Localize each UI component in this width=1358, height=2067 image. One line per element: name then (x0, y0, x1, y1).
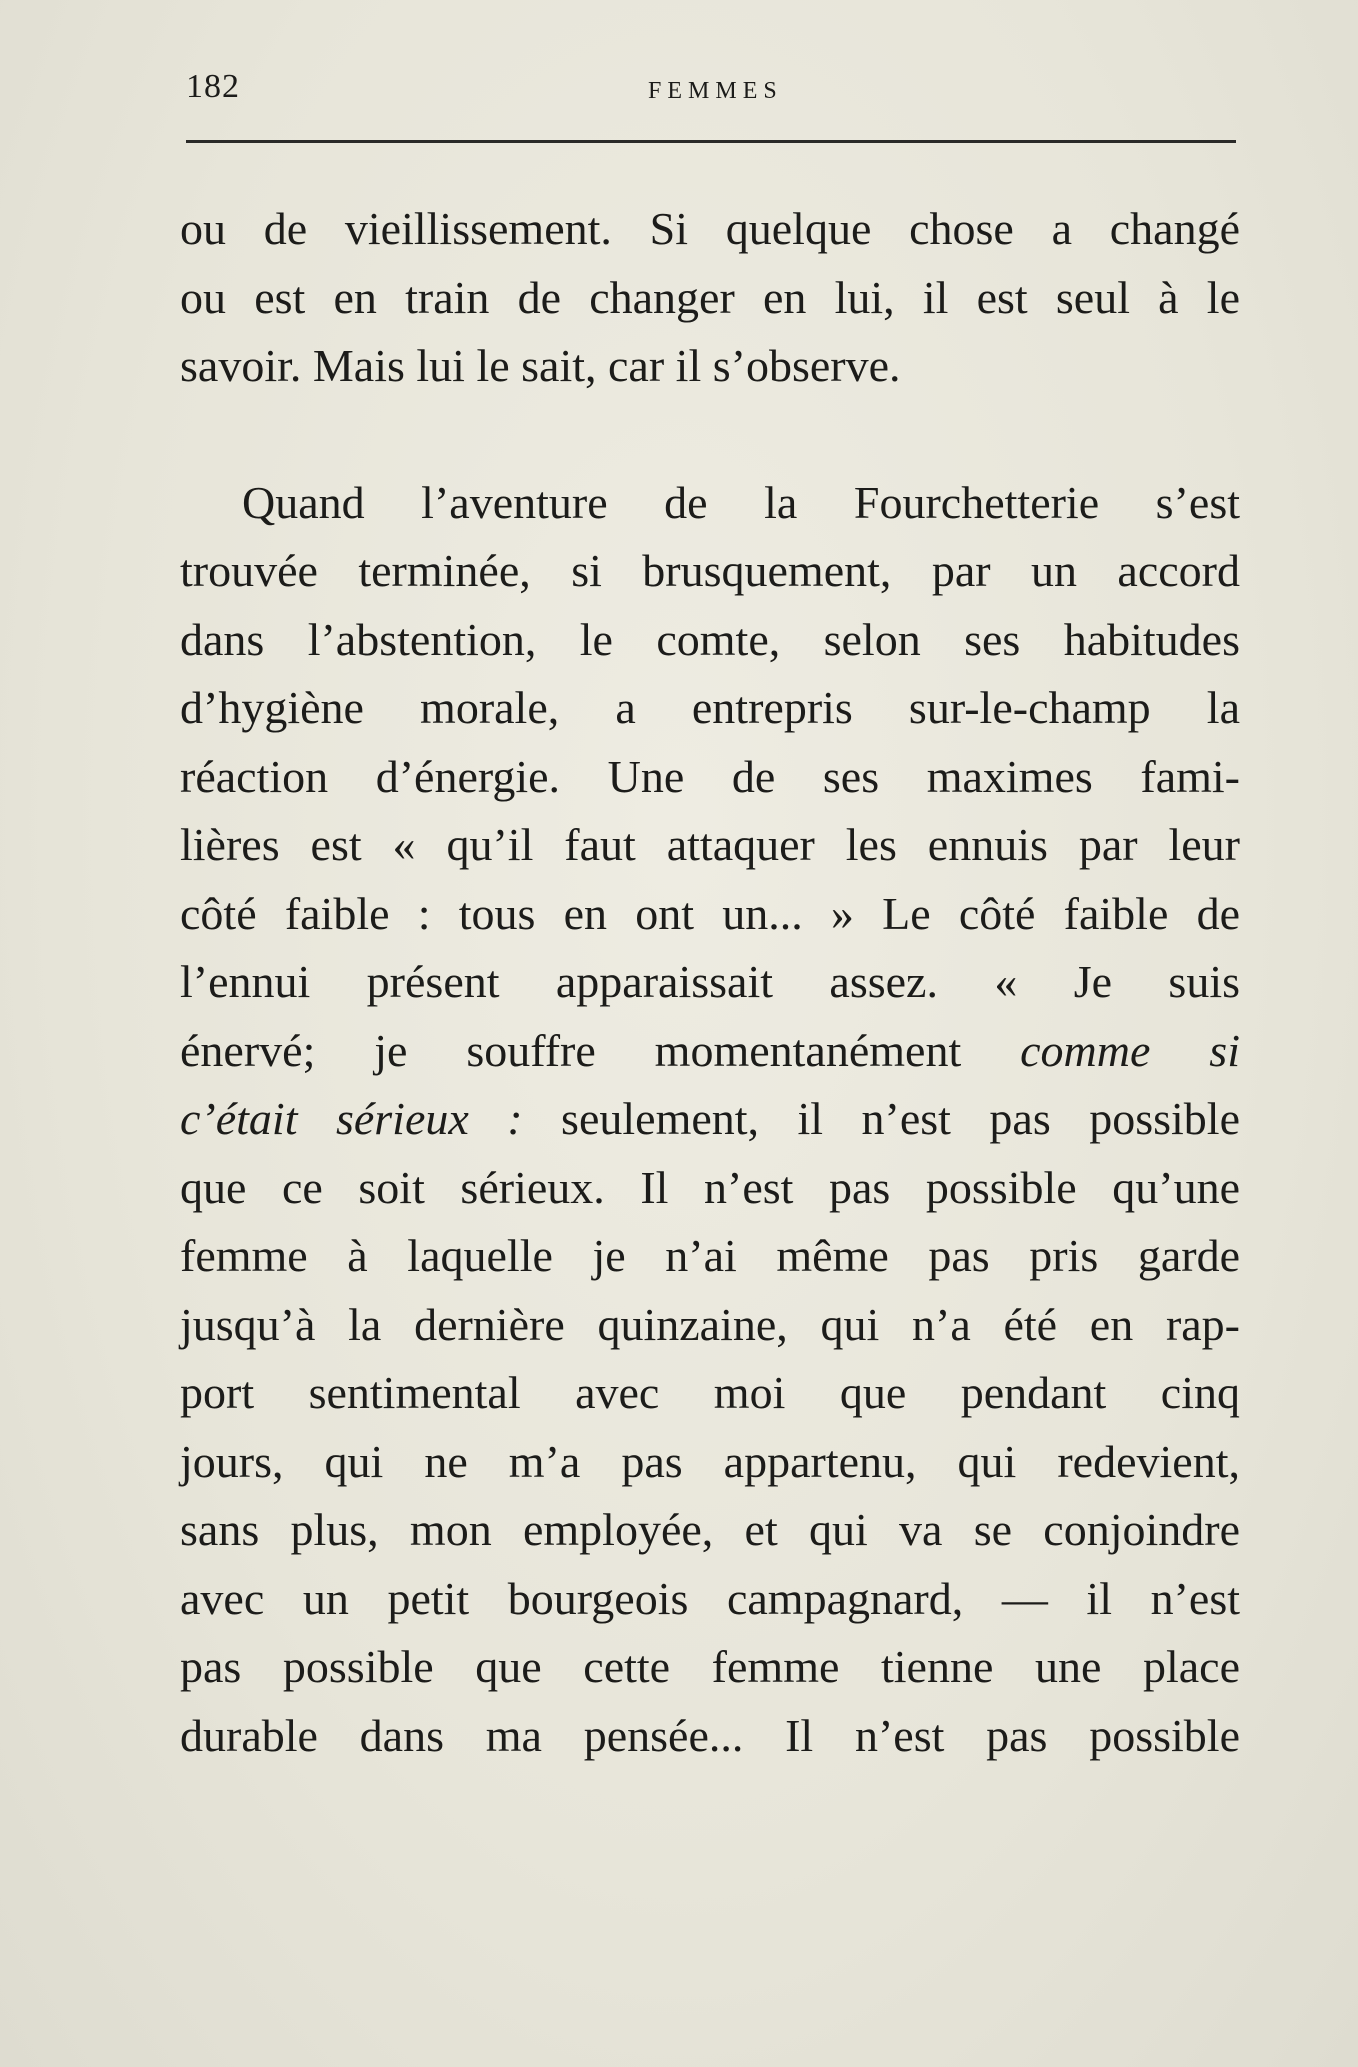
text-line: d’hygiène morale, a entrepris sur-le-champ la (180, 682, 1240, 733)
running-title: FEMMES (648, 78, 783, 104)
text-line: lières est « qu’il faut attaquer les ennuis par leur (180, 819, 1240, 870)
text-line: côté faible : tous en ont un... » Le côté faible de (180, 887, 1240, 939)
text-line: pas possible que cette femme tienne une place (180, 1641, 1240, 1692)
text-line: l’ennui présent apparaissait assez. « Je suis (180, 956, 1240, 1007)
text-line: femme à laquelle je n’ai même pas pris garde (180, 1230, 1240, 1281)
page-number: 182 (186, 68, 240, 105)
text-line: port sentimental avec moi que pendant cinq (180, 1367, 1240, 1418)
text-line: ou est en train de changer en lui, il est seul à le (180, 271, 1240, 323)
text-italic: comme si (1020, 1024, 1240, 1076)
text-line-mixed (180, 1085, 1240, 1154)
text-line: que ce soit sérieux. Il n’est pas possible qu’une (180, 1161, 1240, 1213)
text-line: Quand l’aventure de la Fourchetterie s’est (242, 476, 1240, 528)
text-line: durable dans ma pensée... Il n’est pas possible (180, 1709, 1240, 1761)
page-header (186, 68, 1236, 108)
text-roman: énervé; je souffre momentanément (180, 1024, 1021, 1076)
text-line: savoir. Mais lui le sait, car il s’observe. (180, 340, 901, 391)
text-line: réaction d’énergie. Une de ses maximes fami- (180, 750, 1240, 802)
text-roman: seulement, il n’est pas possible (522, 1093, 1240, 1144)
text-line: jusqu’à la dernière quinzaine, qui n’a été en rap- (180, 1298, 1240, 1350)
text-line: sans plus, mon employée, et qui va se conjoindre (180, 1504, 1240, 1555)
text-italic: c’était sérieux : (180, 1093, 523, 1144)
text-line: trouvée terminée, si brusquement, par un accord (180, 545, 1240, 596)
paragraph-1 (180, 195, 1240, 401)
text-line: ou de vieillissement. Si quelque chose a changé (180, 203, 1240, 254)
header-rule (186, 140, 1236, 143)
text-line: dans l’abstention, le comte, selon ses habitudes (180, 613, 1240, 665)
text-line: avec un petit bourgeois campagnard, — il n’est (180, 1572, 1240, 1624)
text-line-mixed (180, 1017, 1240, 1086)
body-text (180, 195, 1240, 1770)
text-line: jours, qui ne m’a pas appartenu, qui redevient, (180, 1435, 1240, 1487)
paragraph-gap (180, 401, 1240, 469)
paragraph-2 (180, 469, 1240, 1771)
